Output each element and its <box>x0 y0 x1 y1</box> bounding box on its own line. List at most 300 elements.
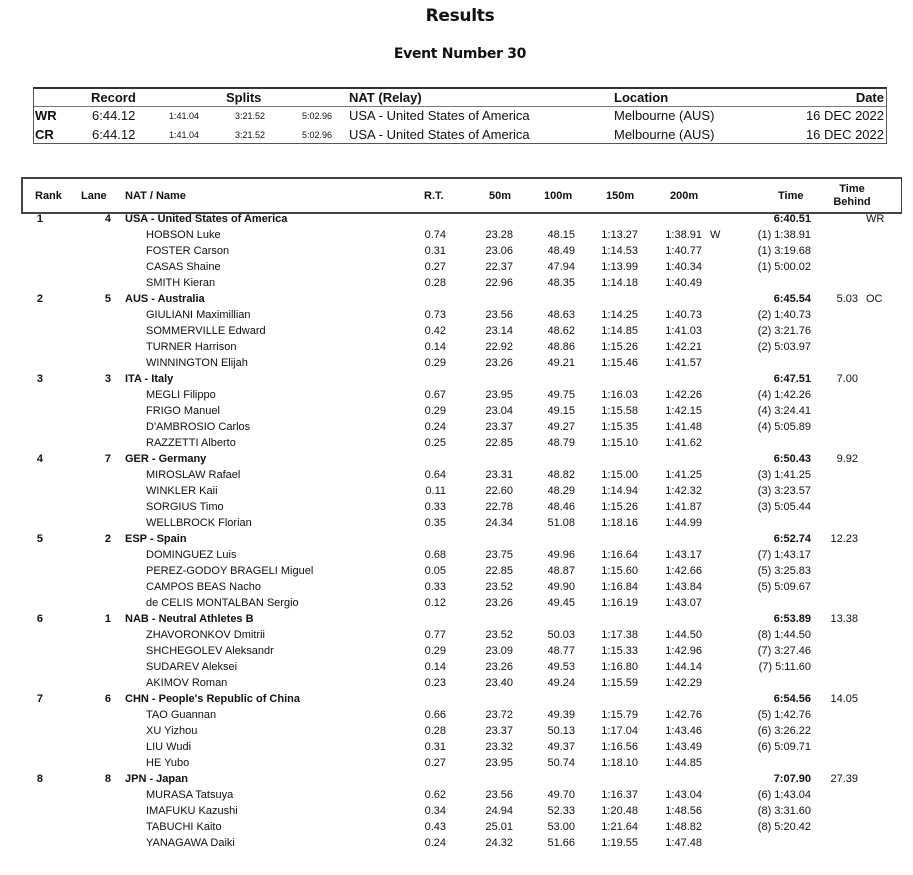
split-150m: 1:19.55 <box>601 837 638 849</box>
record-location: Melbourne (AUS) <box>614 127 715 142</box>
split-50m: 22.60 <box>485 485 513 497</box>
split-200m: 1:40.34 <box>665 261 702 273</box>
split-150m: 1:15.10 <box>601 437 638 449</box>
swimmer-reaction-time: 0.24 <box>424 837 446 849</box>
team-lane: 4 <box>104 213 111 225</box>
swimmer-name: de CELIS MONTALBAN Sergio <box>146 597 299 609</box>
records-col-record: Record <box>91 90 136 105</box>
split-200m: 1:41.48 <box>665 421 702 433</box>
swimmer-row <box>21 484 901 500</box>
team-name: NAB - Neutral Athletes B <box>125 613 254 625</box>
team-rank: 2 <box>36 293 43 305</box>
split-150m: 1:14.53 <box>601 245 638 257</box>
swimmer-row <box>21 836 901 852</box>
cumulative-time: (4) 1:42.26 <box>757 389 811 401</box>
split-100m: 49.70 <box>547 789 575 801</box>
team-time-behind: 12.23 <box>830 533 858 545</box>
swimmer-row <box>21 644 901 660</box>
split-150m: 1:17.04 <box>601 725 638 737</box>
cumulative-time: (8) 3:31.60 <box>757 805 811 817</box>
split-50m: 23.75 <box>485 549 513 561</box>
split-200m: 1:44.85 <box>665 757 702 769</box>
split-200m: 1:44.50 <box>665 629 702 641</box>
record-date: 16 DEC 2022 <box>805 127 884 142</box>
swimmer-row <box>21 548 901 564</box>
team-time: 6:40.51 <box>773 213 811 225</box>
split-150m: 1:13.99 <box>601 261 638 273</box>
split-200m: 1:42.66 <box>665 565 702 577</box>
col-time-behind-line1: Time <box>839 183 865 195</box>
cumulative-time: (6) 5:09.71 <box>757 741 811 753</box>
split-50m: 24.94 <box>485 805 513 817</box>
team-name: ESP - Spain <box>125 533 187 545</box>
split-200m: 1:42.29 <box>665 677 702 689</box>
swimmer-row <box>21 308 901 324</box>
split-100m: 49.90 <box>547 581 575 593</box>
split-50m: 23.37 <box>485 725 513 737</box>
swimmer-reaction-time: 0.33 <box>424 501 446 513</box>
split-200m: 1:44.14 <box>665 661 702 673</box>
swimmer-name: HE Yubo <box>146 757 190 769</box>
cumulative-time: (3) 1:41.25 <box>757 469 811 481</box>
team-time-behind: 13.38 <box>830 613 858 625</box>
team-time: 6:45.54 <box>773 293 811 305</box>
split-150m: 1:13.27 <box>601 229 638 241</box>
split-50m: 23.95 <box>485 757 513 769</box>
swimmer-name: WELLBROCK Florian <box>146 517 252 529</box>
split-200m: 1:43.17 <box>665 549 702 561</box>
swimmer-row <box>21 660 901 676</box>
split-50m: 23.26 <box>485 597 513 609</box>
swimmer-name: WINKLER Kaii <box>146 485 218 497</box>
split-150m: 1:14.18 <box>601 277 638 289</box>
col-lane: Lane <box>81 190 107 202</box>
swimmer-name: TAO Guannan <box>146 709 217 721</box>
swimmer-reaction-time: 0.31 <box>424 245 446 257</box>
col-100m: 100m <box>544 190 573 202</box>
swimmer-row <box>21 596 901 612</box>
split-50m: 23.52 <box>485 629 513 641</box>
team-row <box>21 612 901 628</box>
team-row <box>21 372 901 388</box>
split-100m: 49.24 <box>547 677 575 689</box>
split-50m: 23.72 <box>485 709 513 721</box>
swimmer-reaction-time: 0.77 <box>424 629 446 641</box>
swimmer-reaction-time: 0.27 <box>424 261 446 273</box>
split-100m: 48.29 <box>547 485 575 497</box>
swimmer-row <box>21 436 901 452</box>
split-100m: 48.86 <box>547 341 575 353</box>
swimmer-reaction-time: 0.24 <box>424 421 446 433</box>
team-name: JPN - Japan <box>125 773 188 785</box>
record-time: 6:44.12 <box>92 127 136 142</box>
swimmer-row <box>21 804 901 820</box>
split-150m: 1:15.60 <box>601 565 638 577</box>
cumulative-time: (5) 3:25.83 <box>757 565 811 577</box>
swimmer-name: YANAGAWA Daiki <box>146 837 235 849</box>
team-time: 6:54.56 <box>773 693 811 705</box>
cumulative-time: (1) 1:38.91 <box>757 229 811 241</box>
team-lane: 6 <box>104 693 111 705</box>
record-type: CR <box>35 127 54 142</box>
record-time: 6:44.12 <box>92 108 136 123</box>
swimmer-row <box>21 500 901 516</box>
split-200m: 1:43.49 <box>665 741 702 753</box>
split-200m: 1:40.77 <box>665 245 702 257</box>
split-200m: 1:48.82 <box>665 821 702 833</box>
split-100m: 48.82 <box>547 469 575 481</box>
split-100m: 48.46 <box>547 501 575 513</box>
team-row <box>21 292 901 308</box>
team-rank: 5 <box>36 533 43 545</box>
cumulative-time: (2) 1:40.73 <box>757 309 811 321</box>
split-50m: 23.52 <box>485 581 513 593</box>
split-150m: 1:15.26 <box>601 341 638 353</box>
results-body <box>21 212 901 852</box>
swimmer-name: IMAFUKU Kazushi <box>146 805 238 817</box>
team-time-behind: 5.03 <box>836 293 858 305</box>
swimmer-name: PEREZ-GODOY BRAGELI Miguel <box>146 565 314 577</box>
split-50m: 23.31 <box>485 469 513 481</box>
split-200m: 1:38.91 <box>665 229 702 241</box>
col-200m: 200m <box>670 190 699 202</box>
team-rank: 3 <box>36 373 43 385</box>
cumulative-time: (3) 5:05.44 <box>757 501 811 513</box>
split-200m: 1:41.87 <box>665 501 702 513</box>
record-split-2: 3:21.52 <box>235 130 266 140</box>
team-lane: 7 <box>104 453 111 465</box>
split-100m: 49.75 <box>547 389 575 401</box>
cumulative-time: (8) 5:20.42 <box>757 821 811 833</box>
record-split-2: 3:21.52 <box>235 111 266 121</box>
swimmer-row <box>21 420 901 436</box>
split-200m: 1:44.99 <box>665 517 702 529</box>
swimmer-name: FRIGO Manuel <box>146 405 220 417</box>
split-50m: 23.06 <box>485 245 513 257</box>
split-100m: 48.63 <box>547 309 575 321</box>
split-50m: 24.32 <box>485 837 513 849</box>
split-50m: 23.04 <box>485 405 513 417</box>
swimmer-reaction-time: 0.28 <box>424 277 446 289</box>
swimmer-reaction-time: 0.62 <box>424 789 446 801</box>
swimmer-name: D'AMBROSIO Carlos <box>146 421 251 433</box>
split-100m: 48.35 <box>547 277 575 289</box>
records-col-nat: NAT (Relay) <box>349 90 422 105</box>
team-name: CHN - People's Republic of China <box>125 693 300 705</box>
cumulative-time: (5) 1:42.76 <box>757 709 811 721</box>
split-200m: 1:47.48 <box>665 837 702 849</box>
col-time: Time <box>778 190 804 202</box>
split-200m: 1:41.57 <box>665 357 702 369</box>
split-200m: 1:43.46 <box>665 725 702 737</box>
split-100m: 48.15 <box>547 229 575 241</box>
team-rank: 7 <box>36 693 43 705</box>
team-time: 6:53.89 <box>773 613 811 625</box>
team-lane: 3 <box>104 373 111 385</box>
split-200m: 1:43.07 <box>665 597 702 609</box>
col-50m: 50m <box>489 190 512 202</box>
split-50m: 22.78 <box>485 501 513 513</box>
split-150m: 1:15.26 <box>601 501 638 513</box>
split-200m: 1:42.26 <box>665 389 702 401</box>
swimmer-name: CAMPOS BEAS Nacho <box>146 581 261 593</box>
swimmer-reaction-time: 0.28 <box>424 725 446 737</box>
cumulative-time: (1) 3:19.68 <box>757 245 811 257</box>
split-100m: 49.27 <box>547 421 575 433</box>
split-50m: 23.28 <box>485 229 513 241</box>
swimmer-reaction-time: 0.25 <box>424 437 446 449</box>
record-split-3: 5:02.96 <box>302 130 333 140</box>
swimmer-row <box>21 740 901 756</box>
swimmer-name: HOBSON Luke <box>146 229 221 241</box>
split-100m: 51.66 <box>547 837 575 849</box>
team-row <box>21 452 901 468</box>
swimmer-row <box>21 820 901 836</box>
team-lane: 1 <box>104 613 111 625</box>
record-row-wr <box>34 107 886 124</box>
split-150m: 1:14.94 <box>601 485 638 497</box>
swimmer-reaction-time: 0.11 <box>425 485 446 497</box>
team-rank: 4 <box>36 453 43 465</box>
split-100m: 48.87 <box>547 565 575 577</box>
swimmer-reaction-time: 0.33 <box>424 581 446 593</box>
record-split-1: 1:41.04 <box>169 130 200 140</box>
swimmer-name: SUDAREV Aleksei <box>146 661 238 673</box>
team-rank: 1 <box>36 213 43 225</box>
split-50m: 22.37 <box>485 261 513 273</box>
cumulative-time: (6) 3:26.22 <box>757 725 811 737</box>
swimmer-reaction-time: 0.66 <box>424 709 446 721</box>
team-row <box>21 772 901 788</box>
team-lane: 5 <box>104 293 111 305</box>
split-200m: 1:41.62 <box>665 437 702 449</box>
split-150m: 1:18.10 <box>601 757 638 769</box>
split-100m: 48.49 <box>547 245 575 257</box>
cumulative-time: (2) 3:21.76 <box>757 325 811 337</box>
split-150m: 1:18.16 <box>601 517 638 529</box>
swimmer-reaction-time: 0.27 <box>424 757 446 769</box>
records-col-splits: Splits <box>226 90 262 105</box>
record-nat: USA - United States of America <box>349 108 530 123</box>
swimmer-reaction-time: 0.34 <box>424 805 446 817</box>
split-100m: 50.74 <box>547 757 575 769</box>
team-row <box>21 692 901 708</box>
cumulative-time: (2) 5:03.97 <box>757 341 811 353</box>
swimmer-row <box>21 676 901 692</box>
team-time: 6:47.51 <box>773 373 811 385</box>
swimmer-row <box>21 276 901 292</box>
swimmer-reaction-time: 0.14 <box>424 661 446 673</box>
split-150m: 1:16.37 <box>601 789 638 801</box>
swimmer-row <box>21 516 901 532</box>
swimmer-reaction-time: 0.12 <box>424 597 446 609</box>
swimmer-row <box>21 788 901 804</box>
split-50m: 22.85 <box>485 437 513 449</box>
team-name: GER - Germany <box>125 453 207 465</box>
split-50m: 22.85 <box>485 565 513 577</box>
swimmer-reaction-time: 0.29 <box>424 357 446 369</box>
swimmer-name: MEGLI Filippo <box>146 389 216 401</box>
swimmer-name: WINNINGTON Elijah <box>146 357 248 369</box>
col-150m: 150m <box>606 190 635 202</box>
cumulative-time: (7) 5:11.60 <box>758 661 811 673</box>
swimmer-name: MIROSLAW Rafael <box>146 469 241 481</box>
swimmer-reaction-time: 0.67 <box>424 389 446 401</box>
team-lane: 2 <box>104 533 111 545</box>
swimmer-row <box>21 756 901 772</box>
swimmer-reaction-time: 0.31 <box>424 741 446 753</box>
team-name: ITA - Italy <box>125 373 174 385</box>
split-150m: 1:16.03 <box>601 389 638 401</box>
team-name: USA - United States of America <box>125 213 288 225</box>
swimmer-name: FOSTER Carson <box>146 245 230 257</box>
swimmer-name: SMITH Kieran <box>146 277 216 289</box>
split-150m: 1:14.85 <box>601 325 638 337</box>
split-150m: 1:15.59 <box>601 677 638 689</box>
split-150m: 1:16.80 <box>601 661 638 673</box>
split-100m: 49.21 <box>547 357 575 369</box>
cumulative-time: (1) 5:00.02 <box>757 261 811 273</box>
swimmer-row <box>21 356 901 372</box>
swimmer-name: AKIMOV Roman <box>146 677 228 689</box>
split-50m: 25.01 <box>485 821 513 833</box>
records-col-location: Location <box>614 90 669 105</box>
team-time-behind: 9.92 <box>836 453 858 465</box>
swimmer-reaction-time: 0.35 <box>424 517 446 529</box>
split-100m: 48.77 <box>547 645 575 657</box>
split-100m: 49.96 <box>547 549 575 561</box>
team-rank: 8 <box>36 773 43 785</box>
swimmer-name: TABUCHI Kaito <box>146 821 222 833</box>
split-150m: 1:16.56 <box>601 741 638 753</box>
swimmer-row <box>21 708 901 724</box>
swimmer-name: DOMINGUEZ Luis <box>146 549 237 561</box>
split-200m: 1:42.76 <box>665 709 702 721</box>
records-table <box>33 87 887 144</box>
split-50m: 23.56 <box>485 309 513 321</box>
swimmer-row <box>21 260 901 276</box>
team-time-behind: 27.39 <box>830 773 858 785</box>
swimmer-reaction-time: 0.29 <box>424 405 446 417</box>
cumulative-time: (4) 5:05.89 <box>757 421 811 433</box>
split-50m: 23.40 <box>485 677 513 689</box>
swimmer-name: ZHAVORONKOV Dmitrii <box>146 629 265 641</box>
split-150m: 1:16.84 <box>601 581 638 593</box>
split-50m: 23.95 <box>485 389 513 401</box>
split-100m: 49.37 <box>547 741 575 753</box>
swimmer-reaction-time: 0.73 <box>424 309 446 321</box>
swimmer-row <box>21 580 901 596</box>
swimmer-row <box>21 340 901 356</box>
swimmer-row <box>21 628 901 644</box>
swimmer-row <box>21 388 901 404</box>
cumulative-time: (8) 1:44.50 <box>757 629 811 641</box>
split-200m: 1:42.21 <box>665 341 702 353</box>
swimmer-row <box>21 244 901 260</box>
split-150m: 1:15.79 <box>601 709 638 721</box>
record-location: Melbourne (AUS) <box>614 108 715 123</box>
event-number: Event Number 30 <box>393 46 527 62</box>
split-150m: 1:16.64 <box>601 549 638 561</box>
split-100m: 53.00 <box>547 821 575 833</box>
split-50m: 23.09 <box>485 645 513 657</box>
swimmer-row <box>21 228 901 244</box>
team-name: AUS - Australia <box>125 293 205 305</box>
split-100m: 49.45 <box>547 597 575 609</box>
swimmer-reaction-time: 0.29 <box>424 645 446 657</box>
team-rank: 6 <box>36 613 43 625</box>
cumulative-time: (4) 3:24.41 <box>757 405 811 417</box>
swimmer-name: RAZZETTI Alberto <box>146 437 236 449</box>
split-200m: 1:42.32 <box>665 485 702 497</box>
cumulative-time: (7) 3:27.46 <box>757 645 811 657</box>
split-200m: 1:40.49 <box>665 277 702 289</box>
page-title: Results <box>425 6 495 26</box>
swimmer-name: GIULIANI Maximillian <box>146 309 251 321</box>
split-100m: 49.15 <box>547 405 575 417</box>
swimmer-row <box>21 404 901 420</box>
split-100m: 49.53 <box>547 661 575 673</box>
swimmer-name: TURNER Harrison <box>146 341 237 353</box>
split-100m: 51.08 <box>547 517 575 529</box>
records-col-date: Date <box>855 90 884 105</box>
split-150m: 1:21.64 <box>601 821 638 833</box>
record-nat: USA - United States of America <box>349 127 530 142</box>
team-time: 6:52.74 <box>773 533 811 545</box>
record-row-cr <box>34 126 886 143</box>
split-50m: 23.26 <box>485 357 513 369</box>
split-100m: 50.13 <box>547 725 575 737</box>
record-badge: WR <box>866 213 885 225</box>
record-type: WR <box>35 108 57 123</box>
team-row <box>21 212 901 228</box>
split-150m: 1:14.25 <box>601 309 638 321</box>
swimmer-reaction-time: 0.43 <box>424 821 446 833</box>
team-time: 7:07.90 <box>773 773 811 785</box>
swimmer-reaction-time: 0.42 <box>424 325 446 337</box>
col-rt: R.T. <box>424 190 444 202</box>
split-100m: 52.33 <box>547 805 575 817</box>
split-150m: 1:15.35 <box>601 421 638 433</box>
split-100m: 47.94 <box>547 261 575 273</box>
swimmer-reaction-time: 0.14 <box>424 341 446 353</box>
col-nat-name: NAT / Name <box>125 190 186 202</box>
split-50m: 23.37 <box>485 421 513 433</box>
split-150m: 1:15.00 <box>601 469 638 481</box>
col-time-behind-line2: Behind <box>833 196 871 208</box>
cumulative-time: (5) 5:09.67 <box>757 581 811 593</box>
team-lane: 8 <box>104 773 111 785</box>
split-150m: 1:16.19 <box>601 597 638 609</box>
split-50m: 23.32 <box>485 741 513 753</box>
split-100m: 50.03 <box>547 629 575 641</box>
split-50m: 23.56 <box>485 789 513 801</box>
record-split-1: 1:41.04 <box>169 111 200 121</box>
split-200m: 1:42.96 <box>665 645 702 657</box>
record-split-3: 5:02.96 <box>302 111 333 121</box>
cumulative-time: (7) 1:43.17 <box>757 549 811 561</box>
swimmer-record-flag: W <box>710 229 721 241</box>
split-200m: 1:41.03 <box>665 325 702 337</box>
swimmer-name: CASAS Shaine <box>146 261 221 273</box>
split-200m: 1:43.04 <box>665 789 702 801</box>
cumulative-time: (3) 3:23.57 <box>757 485 811 497</box>
swimmer-row <box>21 468 901 484</box>
split-50m: 23.14 <box>485 325 513 337</box>
split-200m: 1:42.15 <box>665 405 702 417</box>
record-badge: OC <box>866 293 883 305</box>
swimmer-row <box>21 324 901 340</box>
